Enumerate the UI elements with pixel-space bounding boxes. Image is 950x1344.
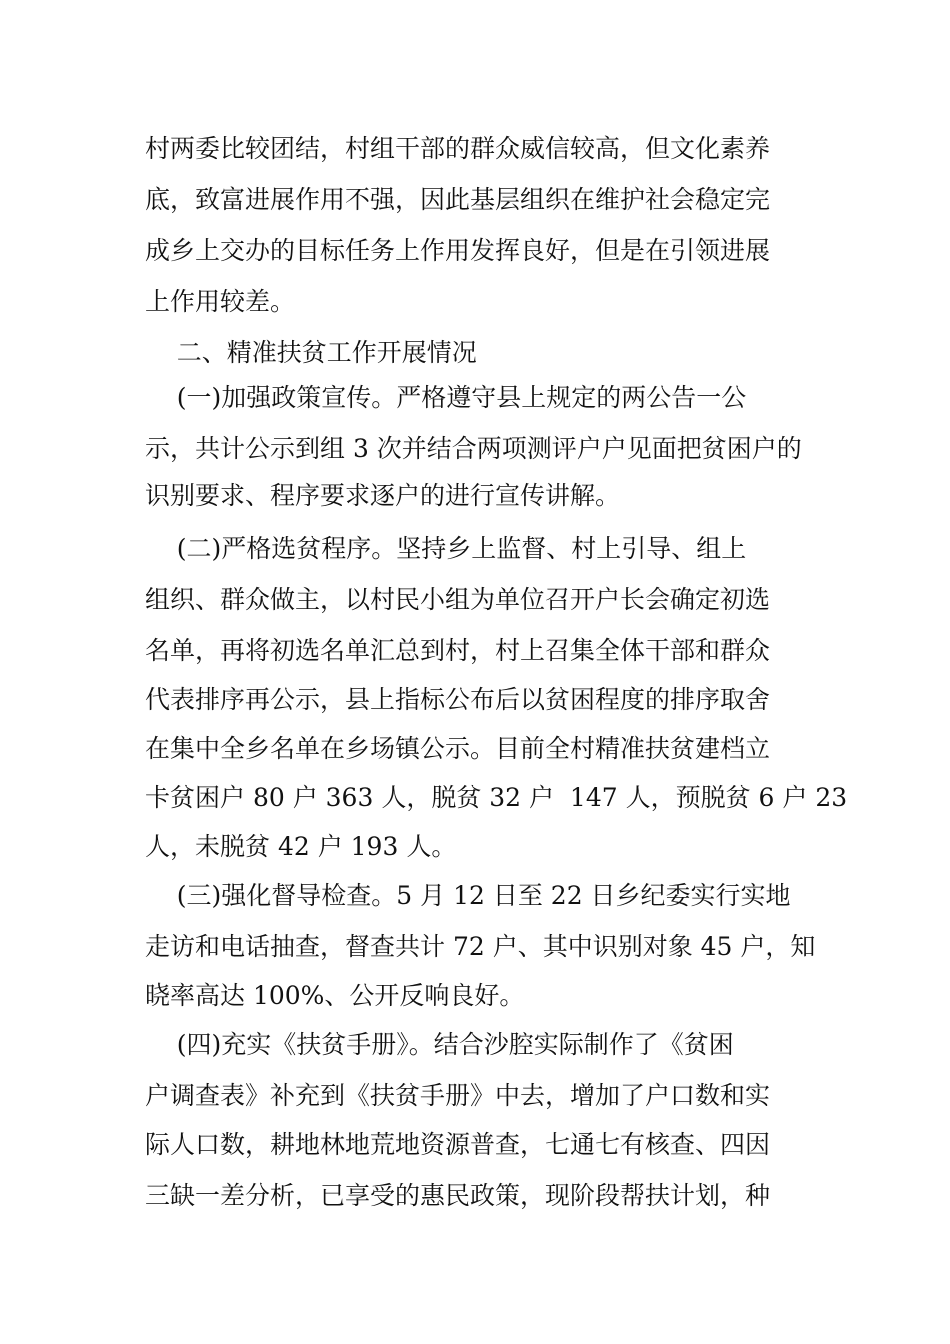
text-line: (三)强化督导检查。5 月 12 日至 22 日乡纪委实行实地 [145,881,791,910]
text-line: 际人口数，耕地林地荒地资源普查，七通七有核查、四因 [145,1130,771,1159]
text-line: 户调查表》补充到《扶贫手册》中去，增加了户口数和实 [145,1081,771,1110]
text-line: 组织、群众做主，以村民小组为单位召开户长会确定初选 [145,585,771,614]
text-line: 底，致富进展作用不强，因此基层组织在维护社会稳定完 [145,185,771,214]
text-line: 卡贫困户 80 户 363 人，脱贫 32 户 147 人，预脱贫 6 户 23 [145,783,848,812]
text-line: 在集中全乡名单在乡场镇公示。目前全村精准扶贫建档立 [145,734,771,763]
text-line: 代表排序再公示，县上指标公布后以贫困程度的排序取舍 [145,685,771,714]
text-line: 走访和电话抽查，督查共计 72 户、其中识别对象 45 户，知 [145,932,816,961]
text-line: 成乡上交办的目标任务上作用发挥良好，但是在引领进展 [145,236,771,265]
text-line: 三缺一差分析，已享受的惠民政策，现阶段帮扶计划，种 [145,1181,771,1210]
text-line: 晓率高达 100%、公开反响良好。 [145,981,525,1010]
text-line: 识别要求、程序要求逐户的进行宣传讲解。 [145,481,621,510]
text-line: 上作用较差。 [145,287,296,316]
text-line: (二)严格选贫程序。坚持乡上监督、村上引导、组上 [145,534,747,563]
section-heading: 二、精准扶贫工作开展情况 [145,338,477,367]
text-line: 示，共计公示到组 3 次并结合两项测评户户见面把贫困户的 [145,434,802,463]
text-line: 名单，再将初选名单汇总到村，村上召集全体干部和群众 [145,636,771,665]
text-line: (一)加强政策宣传。严格遵守县上规定的两公告一公 [145,383,747,412]
text-line: 村两委比较团结，村组干部的群众威信较高，但文化素养 [145,134,771,163]
text-line: 人，未脱贫 42 户 193 人。 [145,832,457,861]
text-line: (四)充实《扶贫手册》。结合沙腔实际制作了《贫困 [145,1030,734,1059]
